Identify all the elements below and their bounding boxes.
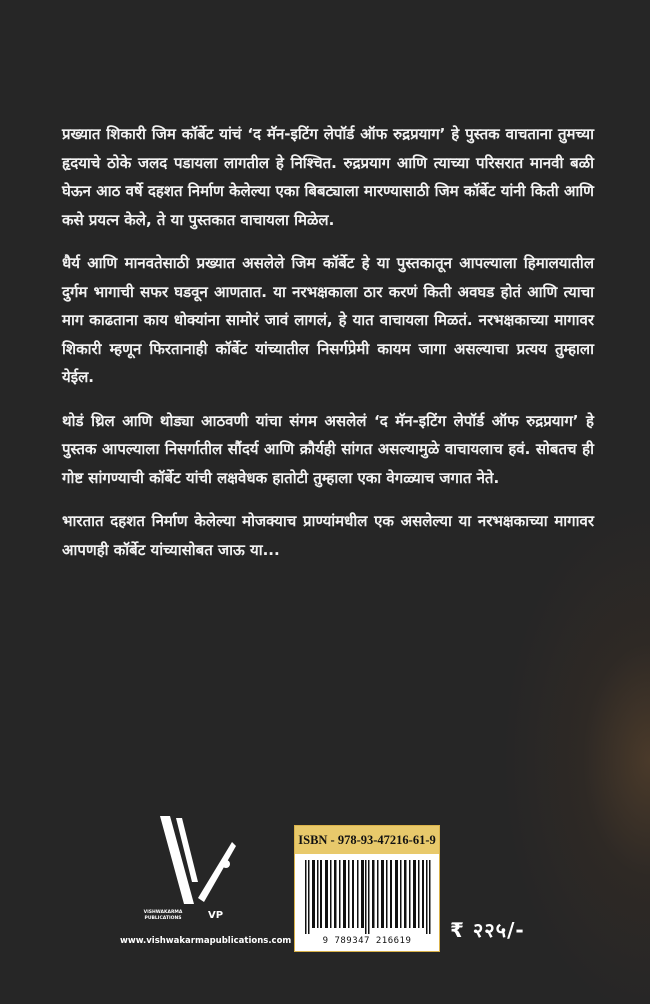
publisher-name: VISHWAKARMA PUBLICATIONS [143,910,183,921]
publisher-logo [120,812,290,948]
price: ₹ २२५/- [450,918,525,942]
blurb-paragraph-3: थोडं थ्रिल आणि थोड्या आठवणी यांचा संगम असलेलं ‘द मॅन-इटिंग लेपॉर्ड ऑफ रुद्रप्रयाग’ हे पुस्तक आपल्याला निसर्गातील सौंदर्य आणि क्रौर्यही सांगत असल्यामुळे वाचायलाच हवं. सोबतच ही गोष्ट सांगण्याची कॉर्बेट यांची लक्षवेधक हातोटी तुम्हाला एका वेगळ्याच जगात नेते. [62,411,594,487]
blurb-paragraph-1: प्रख्यात शिकारी जिम कॉर्बेट यांचं ‘द मॅन-इटिंग लेपॉर्ड ऑफ रुद्रप्रयाग’ हे पुस्तक वाचताना तुमच्या हृदयाचे ठोके जलद पडायला लागतील हे निश्चित. रुद्रप्रयाग आणि त्याच्या परिसरात मानवी बळी घेऊन आठ वर्षे दहशत निर्माण केलेल्या एका बिबट्याला मारण्यासाठी जिम कॉर्बेट यांनी किती आणि कसे प्रयत्न केले, ते या पुस्तकात वाचायला मिळेल. [62,125,594,229]
blurb [62,120,594,579]
isbn-label: ISBN - 978-93-47216-61-9 [295,826,439,854]
blurb-paragraph-4: भारतात दहशत निर्माण केलेल्या मोजक्याच प्राण्यांमधील एक असलेल्या या नरभक्षकाच्या मागावर आपणही कॉर्बेट यांच्यासोबत जाऊ या... [62,512,594,559]
barcode-digits: 9 789347 216619 [322,936,412,946]
barcode-bars [301,860,433,934]
barcode-block [294,825,440,952]
publisher-mark: VP [208,910,224,921]
publisher-website: www.vishwakarmapublications.com [120,936,292,946]
blurb-paragraph-2: धैर्य आणि मानवतेसाठी प्रख्यात असलेले जिम कॉर्बेट हे या पुस्तकातून आपल्याला हिमालयातील दुर्गम भागाची सफर घडवून आणतात. या नरभक्षकाला ठार करणं किती अवघड होतं आणि त्याचा माग काढताना काय धोक्यांना सामोरं जावं लागलं, हे यात वाचायला मिळतं. नरभक्षकाच्या मागावर शिकारी म्हणून फिरतानाही कॉर्बेट यांच्यातील निसर्गप्रेमी कायम जागा असल्याचा प्रत्यय तुम्हाला येईल. [62,254,594,386]
publisher-v-icon [158,812,238,912]
